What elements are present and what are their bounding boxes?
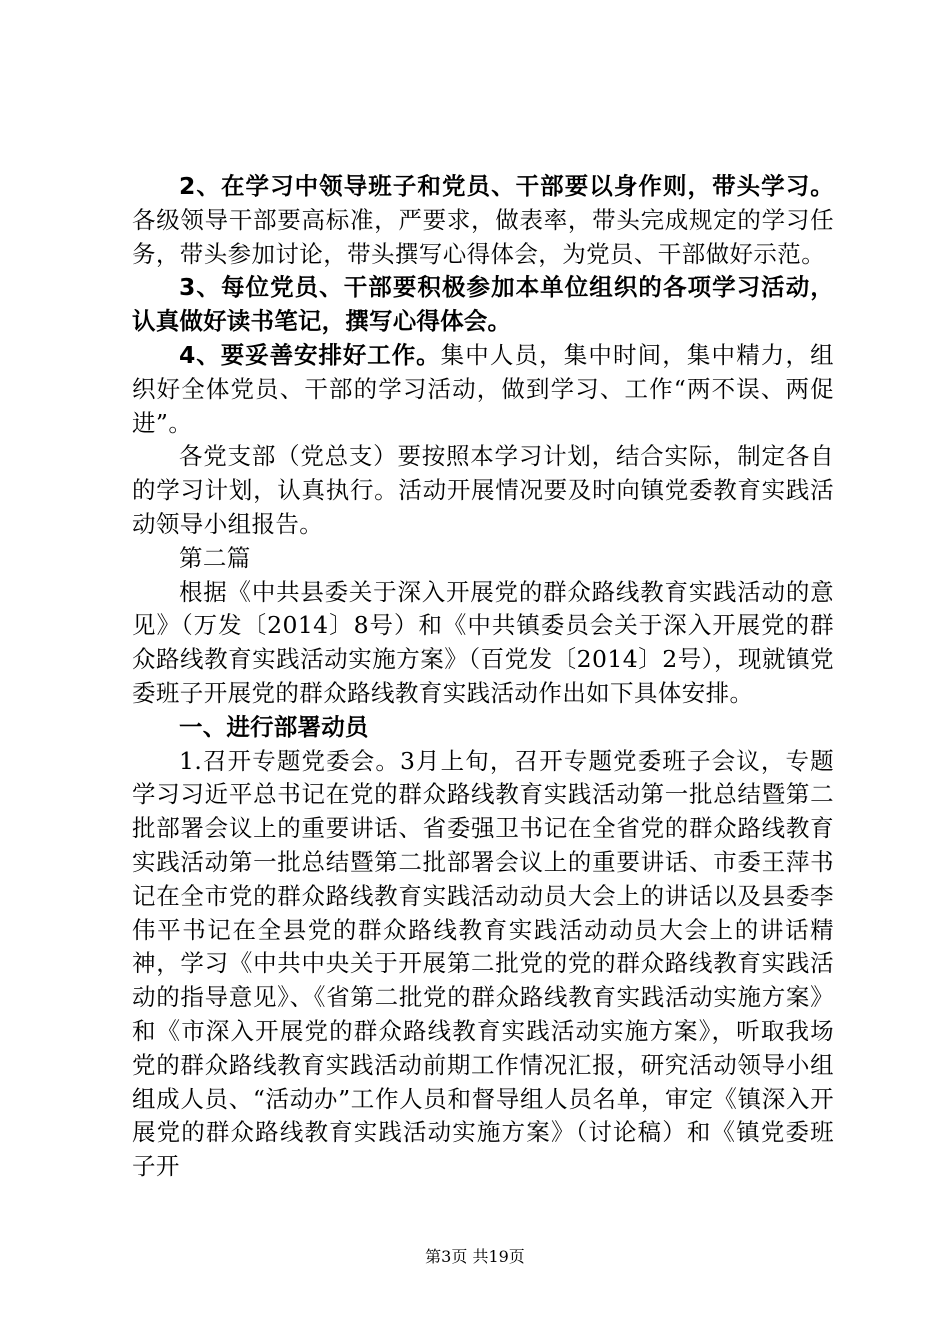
section-heading-second: 第二篇 — [179, 543, 251, 572]
paragraph-4-lead: 4、要妥善安排好工作。 — [179, 340, 441, 369]
paragraph-meeting: 1.召开专题党委会。3月上旬，召开专题党委班子会议，专题学习习近平总书记在党的群众路线教育实践活动第一批总结暨第二批部署会议上的重要讲话、省委强卫书记在全省党的群众路线教育实践活动第一批总结暨第二批部署会议上的重要讲话、市委王萍书记在全市党的群众路线教育实践活动动员大会上的讲话以及县委李伟平书记在全县党的群众路线教育实践活动动员大会上的讲话精神，学习《中共中央关于开展第二批党的党的群众路线教育实践活动的指导意见》、《省第二批党的群众路线教育实践活动实施方案》和《市深入开展党的群众路线教育实践活动实施方案》，听取我场党的群众路线教育实践活动前期工作情况汇报，研究活动领导小组组成人员、“活动办”工作人员和督导组人员名单，审定《镇深入开展党的群众路线教育实践活动实施方案》（讨论稿）和《镇党委班子开 — [132, 746, 834, 1181]
paragraph-3: 3、每位党员、干部要积极参加本单位组织的各项学习活动，认真做好读书笔记，撰写心得体会。 — [132, 273, 834, 336]
page-footer: 第3页 共19页 — [425, 1247, 525, 1266]
paragraph-basis: 根据《中共县委关于深入开展党的群众路线教育实践活动的意见》（万发〔2014〕8号）和《中共镇委员会关于深入开展党的群众路线教育实践活动实施方案》（百党发〔2014〕2号），现就镇党委班子开展党的群众路线教育实践活动作出如下具体安排。 — [132, 577, 834, 707]
paragraph-2-body: 各级领导干部要高标准，严要求，做表率，带头完成规定的学习任务，带头参加讨论，带头撰写心得体会，为党员、干部做好示范。 — [132, 205, 834, 268]
paragraph-4-body: 集中人员，集中时间，集中精力，组织好全体党员、干部的学习活动，做到学习、工作“两不误、两促进”。 — [132, 340, 834, 437]
heading-deployment: 一、进行部署动员 — [179, 712, 369, 741]
paragraph-2-lead: 2、在学习中领导班子和党员、干部要以身作则，带头学习。 — [179, 172, 834, 200]
paragraph-4 — [132, 339, 834, 440]
document-body — [132, 170, 834, 1184]
paragraph-branches: 各党支部（党总支）要按照本学习计划，结合实际，制定各自的学习计划，认真执行。活动开展情况要及时向镇党委教育实践活动领导小组报告。 — [132, 442, 834, 538]
paragraph-2 — [132, 170, 834, 271]
